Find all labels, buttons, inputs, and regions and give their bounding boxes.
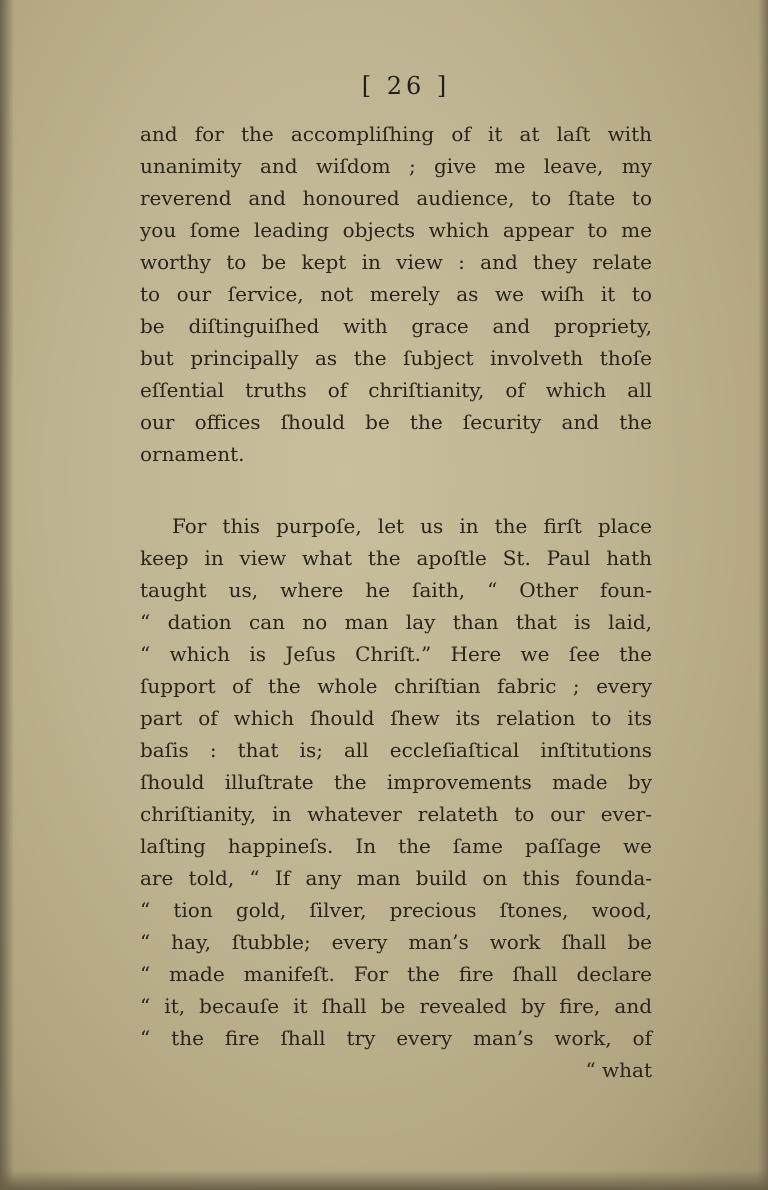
text-line: laſting happineſs. In the ſame paſſage we xyxy=(140,834,652,858)
page-edge-shadow-bottom xyxy=(0,1170,768,1190)
text-line: taught us, where he ſaith, “ Other foun- xyxy=(140,578,652,602)
body-text xyxy=(140,118,652,1086)
text-line: unanimity and wiſdom ; give me leave, my xyxy=(140,154,652,178)
text-line: keep in view what the apoſtle St. Paul hath xyxy=(140,546,652,570)
text-line: For this purpoſe, let us in the firſt place xyxy=(172,514,652,538)
text-line: be diſtinguiſhed with grace and propriety, xyxy=(140,314,652,338)
text-line: “ which is Jeſus Chriſt.” Here we ſee the xyxy=(140,642,652,666)
text-line: “ the fire ſhall try every man’s work, of xyxy=(140,1026,652,1050)
text-line: worthy to be kept in view : and they relate xyxy=(140,250,652,274)
paragraph-2 xyxy=(140,510,652,1054)
text-line: you ſome leading objects which appear to me xyxy=(140,218,652,242)
text-line: ſupport of the whole chriſtian fabric ; every xyxy=(140,674,652,698)
text-line: part of which ſhould ſhew its relation to its xyxy=(140,706,652,730)
page-number: [ 26 ] xyxy=(361,72,451,100)
text-line: to our ſervice, not merely as we wiſh it to xyxy=(140,282,652,306)
text-line: our offices ſhould be the ſecurity and the xyxy=(140,410,652,434)
text-line: “ it, becauſe it ſhall be revealed by fire, and xyxy=(140,994,652,1018)
text-line: ſhould illuſtrate the improvements made by xyxy=(140,770,652,794)
page-edge-shadow-left xyxy=(0,0,14,1190)
paragraph-gap xyxy=(140,470,652,510)
paragraph-1 xyxy=(140,118,652,470)
text-line: eſſential truths of chriſtianity, of which all xyxy=(140,378,652,402)
text-line: are told, “ If any man build on this founda- xyxy=(140,866,652,890)
text-line: “ hay, ſtubble; every man’s work ſhall be xyxy=(140,930,652,954)
text-line: ornament. xyxy=(140,442,245,466)
text-line: reverend and honoured audience, to ſtate to xyxy=(140,186,652,210)
text-line: “ made manifeſt. For the fire ſhall declare xyxy=(140,962,652,986)
text-line: baſis : that is; all eccleſiaſtical inſtitutions xyxy=(140,738,652,762)
text-line: “ dation can no man lay than that is laid, xyxy=(140,610,652,634)
page-edge-shadow-right xyxy=(758,0,768,1190)
text-line: but principally as the ſubject involveth thoſe xyxy=(140,346,652,370)
text-line: and for the accompliſhing of it at laſt with xyxy=(140,122,652,146)
catchword: “ what xyxy=(585,1058,652,1082)
text-line: chriſtianity, in whatever relateth to our ever- xyxy=(140,802,652,826)
text-line: “ tion gold, ſilver, precious ſtones, wood, xyxy=(140,898,652,922)
